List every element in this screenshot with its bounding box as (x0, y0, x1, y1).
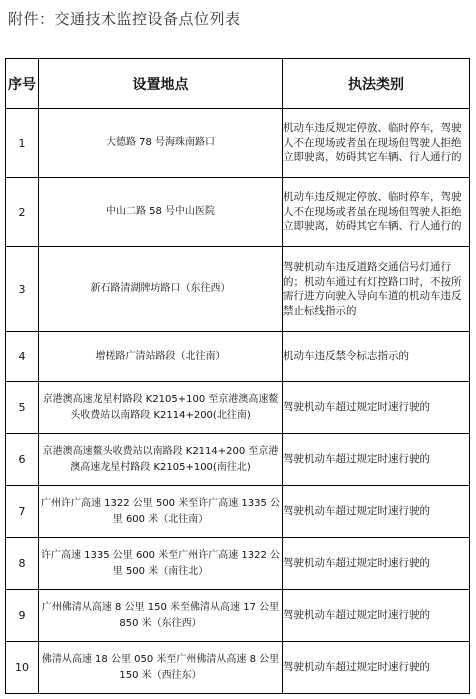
row-location: 大德路 78 号海珠南路口 (39, 109, 283, 178)
table-row (6, 332, 470, 382)
row-enforcement-type: 驾驶机动车超过规定时速行驶的 (283, 486, 470, 538)
table-row (6, 109, 470, 178)
row-location: 佛清从高速 18 公里 050 米至广州佛清从高速 8 公里 150 米（西往东） (39, 642, 283, 694)
row-enforcement-type: 驾驶机动车违反道路交通信号灯通行的；机动车通过有灯控路口时，不按所需行进方向驶入导向车道的机动车违反禁止标线指示的 (283, 247, 470, 332)
table-row (6, 486, 470, 538)
row-enforcement-type: 驾驶机动车超过规定时速行驶的 (283, 590, 470, 642)
row-enforcement-type: 驾驶机动车超过规定时速行驶的 (283, 538, 470, 590)
row-location: 京港澳高速龙星村路段 K2105+100 至京港澳高速鳌头收费站以南路段 K2114+200(北往南) (39, 382, 283, 434)
row-location: 广州许广高速 1322 公里 500 米至许广高速 1335 公里 600 米（北往南） (39, 486, 283, 538)
table-row (6, 642, 470, 694)
row-number: 1 (6, 109, 39, 178)
header-enforcement-type: 执法类别 (283, 59, 470, 109)
row-enforcement-type: 驾驶机动车超过规定时速行驶的 (283, 642, 470, 694)
row-enforcement-type: 驾驶机动车超过规定时速行驶的 (283, 434, 470, 486)
row-location: 广州佛清从高速 8 公里 150 米至佛清从高速 17 公里 850 米（东往西） (39, 590, 283, 642)
row-number: 4 (6, 332, 39, 382)
row-number: 8 (6, 538, 39, 590)
table-row (6, 178, 470, 247)
row-number: 5 (6, 382, 39, 434)
row-number: 9 (6, 590, 39, 642)
row-number: 7 (6, 486, 39, 538)
device-location-table (5, 58, 470, 694)
table-header-row (6, 59, 470, 109)
row-enforcement-type: 机动车违反规定停放、临时停车，驾驶人不在现场或者虽在现场但驾驶人拒绝立即驶离，妨碍其它车辆、行人通行的 (283, 178, 470, 247)
table-row (6, 382, 470, 434)
row-location: 中山二路 58 号中山医院 (39, 178, 283, 247)
row-enforcement-type: 驾驶机动车超过规定时速行驶的 (283, 382, 470, 434)
header-location: 设置地点 (39, 59, 283, 109)
document-title: 附件：交通技术监控设备点位列表 (8, 10, 241, 28)
row-enforcement-type: 机动车违反禁令标志指示的 (283, 332, 470, 382)
table-row (6, 434, 470, 486)
row-number: 2 (6, 178, 39, 247)
table-row (6, 538, 470, 590)
row-number: 6 (6, 434, 39, 486)
table-row (6, 590, 470, 642)
header-number: 序号 (6, 59, 39, 109)
row-location: 许广高速 1335 公里 600 米至广州许广高速 1322 公里 500 米（南往北） (39, 538, 283, 590)
row-location: 新石路清湖牌坊路口（东往西） (39, 247, 283, 332)
row-number: 10 (6, 642, 39, 694)
row-enforcement-type: 机动车违反规定停放、临时停车，驾驶人不在现场或者虽在现场但驾驶人拒绝立即驶离，妨碍其它车辆、行人通行的 (283, 109, 470, 178)
row-number: 3 (6, 247, 39, 332)
row-location: 增槎路广清站路段（北往南） (39, 332, 283, 382)
row-location: 京港澳高速鳌头收费站以南路段 K2114+200 至京港澳高速龙星村路段 K2105+100(南往北) (39, 434, 283, 486)
table-row (6, 247, 470, 332)
